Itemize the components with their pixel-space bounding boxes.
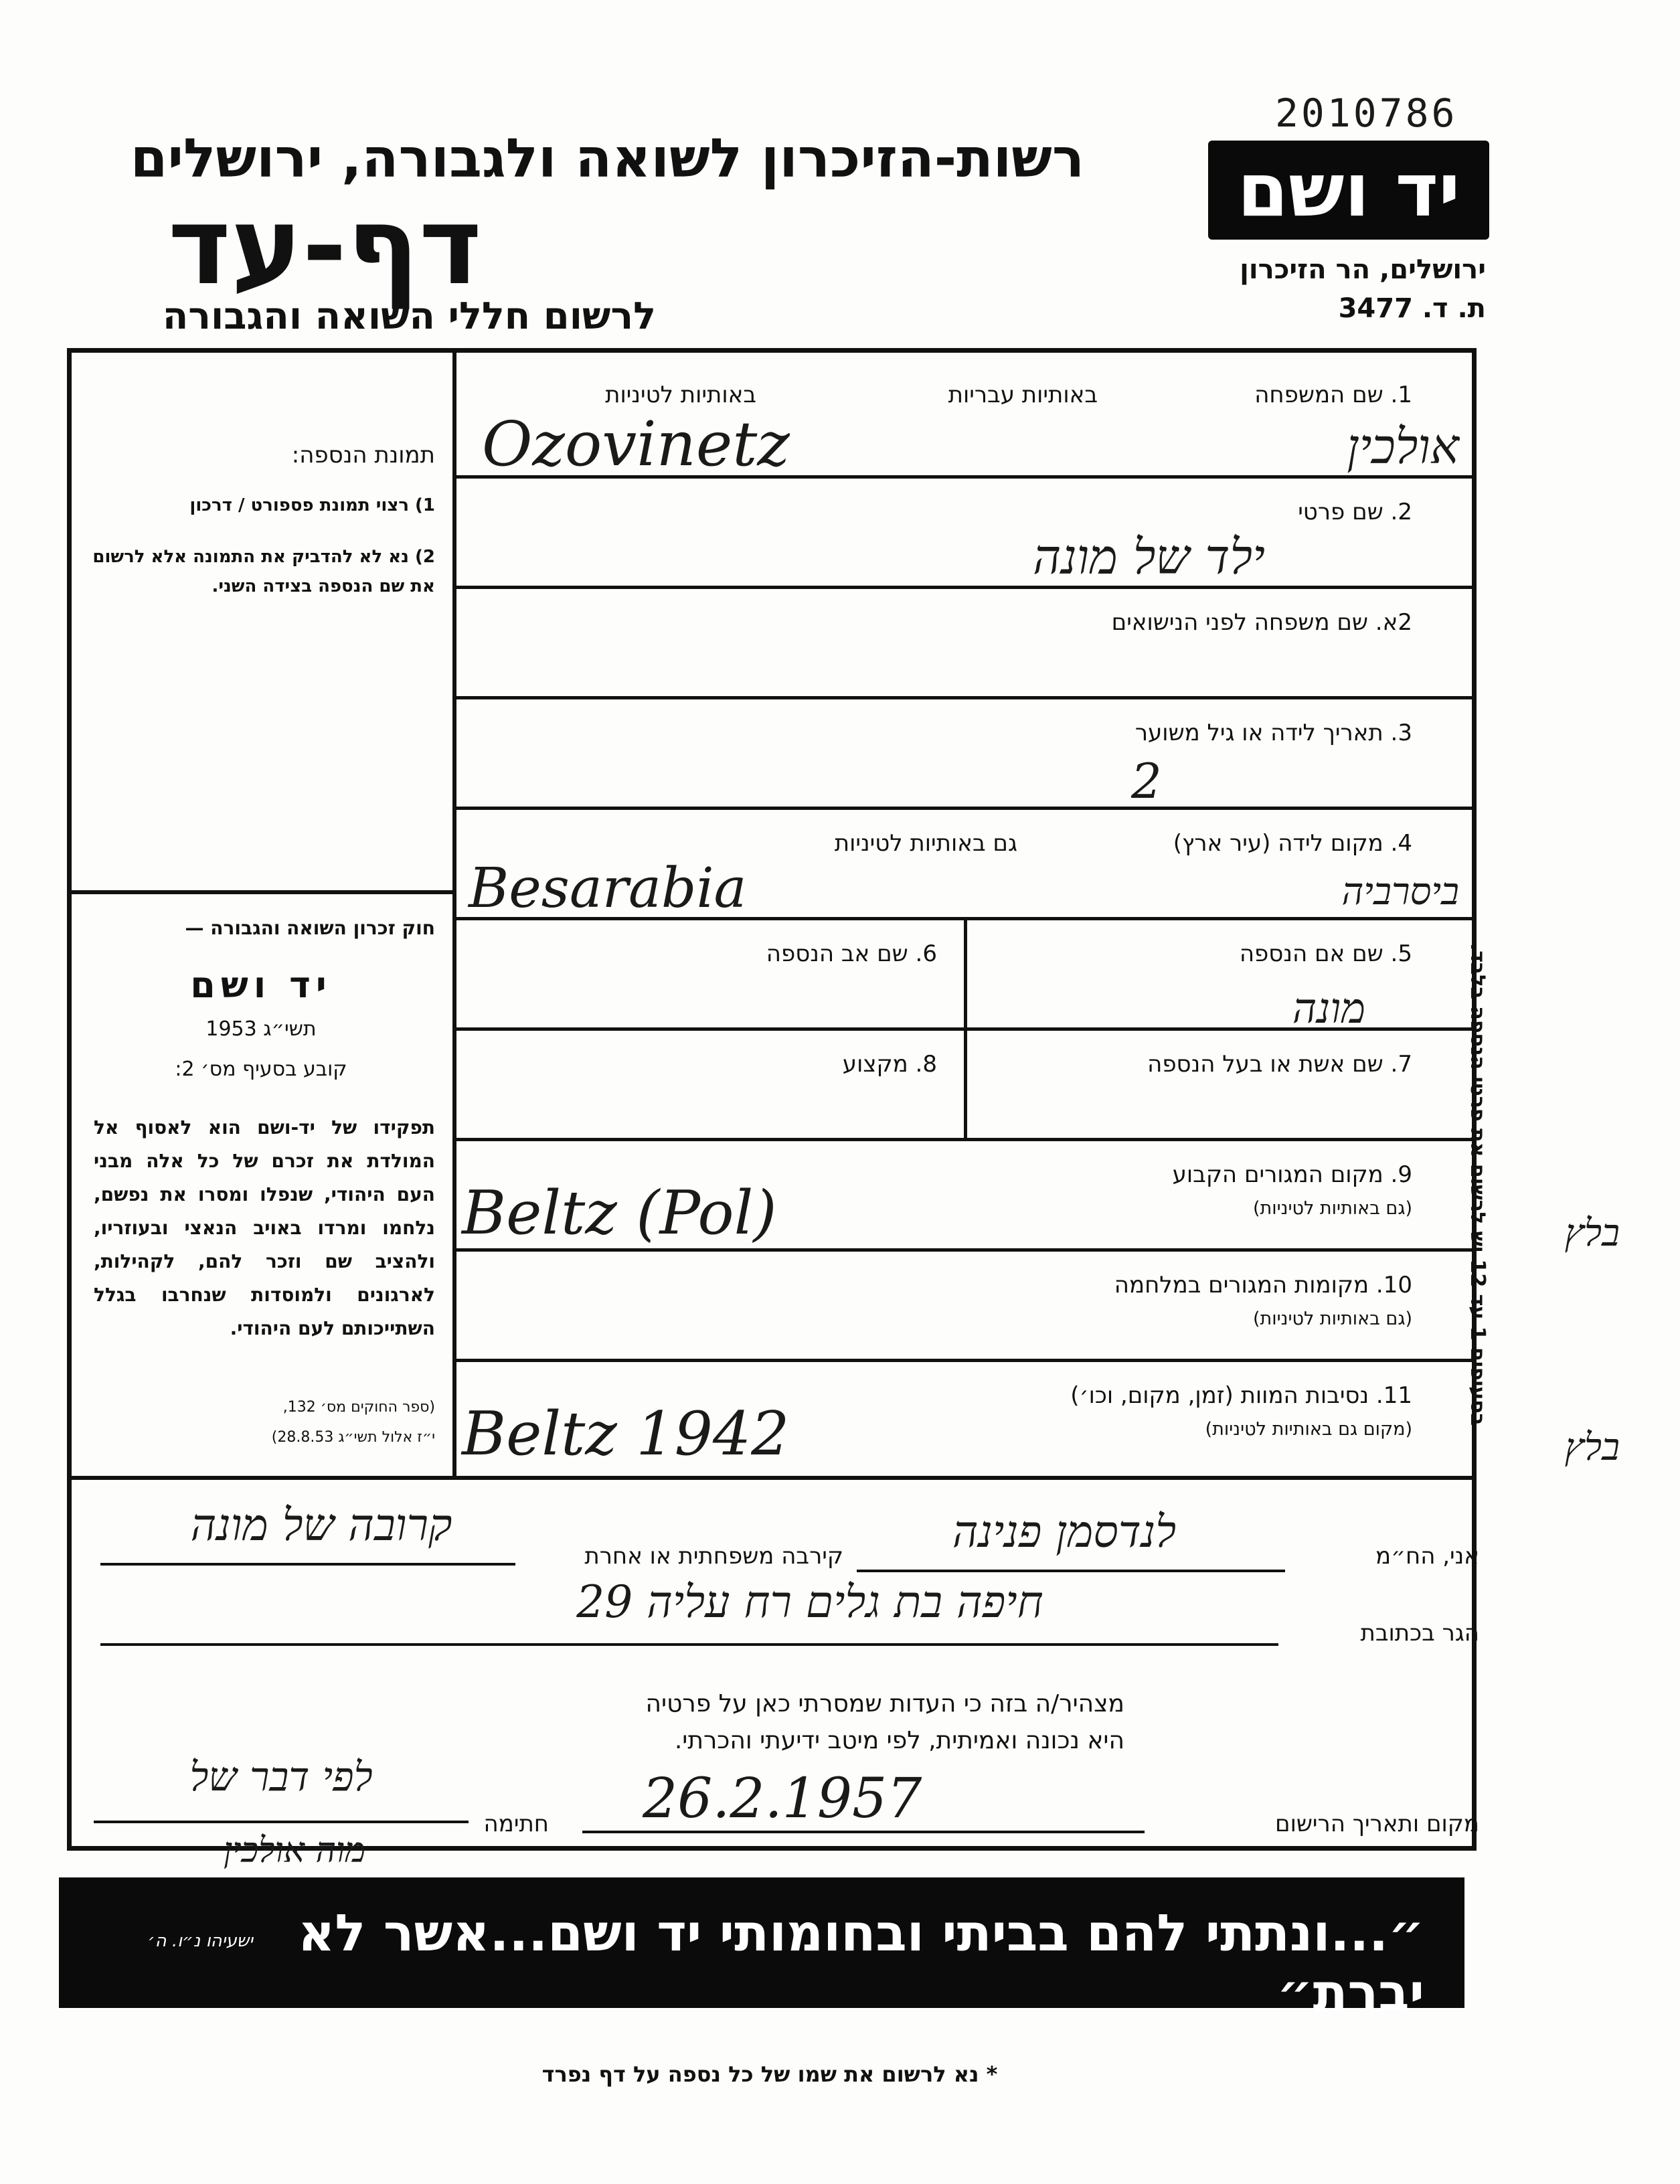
field-1-latin-col: באותיות לטיניות <box>605 382 756 408</box>
signature-value-2[interactable]: מוה אולכין <box>223 1831 366 1871</box>
field-11-sublabel: (מקום גם באותיות לטיניות) <box>1205 1419 1412 1440</box>
relation-value[interactable]: קרובה של מונה <box>190 1499 452 1551</box>
statement-line-1: מצהיר/ה בזה כי העדות שמסרתי כאן על פרטיה <box>645 1690 1124 1717</box>
place-date-label: מקום ותאריך הרישום <box>1275 1811 1479 1837</box>
field-6-label: 6. שם אב הנספה <box>766 940 937 967</box>
field-10-sublabel: (גם באותיות לטיניות) <box>1252 1309 1412 1329</box>
law-text: תפקידו של יד-ושם הוא לאסוף אל המולדת את זכרם של כל אלה מבני העם היהודי, שנפלו ומסרו את נפשם, נלחמו ומרדו באויב הנאצי ובעוזריו, ולהציב שם וזכר להם, לקהילות, לארגונים ולמוסדות שנחרבו בגלל השתייכותם לעם היהודי. <box>94 1116 435 1339</box>
field-2a-label: 2א. שם משפחה לפני הנישואים <box>1111 609 1412 636</box>
law-year: תשי״ג 1953 <box>205 1017 317 1041</box>
logo-text: יד ושם <box>1237 147 1460 233</box>
field-10-label: 10. מקומות המגורים במלחמה <box>1114 1272 1412 1298</box>
field-5-label: 5. שם אם הנספה <box>1239 940 1412 967</box>
footer-note: * נא לרשום את שמו של כל נספה על דף נפרד <box>541 2062 998 2087</box>
authority-name: רשות-הזיכרון לשואה ולגבורה, ירושלים <box>130 127 1084 189</box>
banner-quote: ״...ונתתי להם בביתי ובחומותי יד ושם...אשר לא יברת״ <box>298 1903 1424 2022</box>
field-9-value-hebrew[interactable]: בלץ <box>1564 1211 1620 1255</box>
field-4-latin-col: גם באותיות לטיניות <box>834 830 1017 857</box>
relation-label: קירבה משפחתית או אחרת <box>584 1543 843 1570</box>
banner-source: ישעיהו נ״ו. ה׳ <box>147 1931 253 1951</box>
yad-vashem-logo <box>1208 141 1489 240</box>
quote-banner <box>59 1877 1464 2022</box>
field-1-label: 1. שם המשפחה <box>1254 382 1412 408</box>
field-11-value-latin[interactable]: Beltz 1942 <box>462 1399 790 1469</box>
field-2-label: 2. שם פרטי <box>1298 499 1412 525</box>
law-source-2: י״ז אלול תשי״ג 28.8.53) <box>271 1429 435 1446</box>
field-9-value-latin[interactable]: Beltz (Pol) <box>462 1178 777 1248</box>
signature-value[interactable]: לפי דבר של <box>189 1754 373 1800</box>
field-11-value-hebrew[interactable]: בלץ <box>1564 1426 1620 1469</box>
law-clause: קובע בסעיף מס׳ 2: <box>175 1058 347 1081</box>
field-9-label: 9. מקום המגורים הקבוע <box>1172 1161 1412 1188</box>
declaration-name[interactable]: לנדסמן פנינה <box>952 1506 1177 1558</box>
law-source-1: (ספר החוקים מס׳ 132, <box>282 1399 435 1416</box>
field-3-value[interactable]: 2 <box>1131 753 1162 809</box>
registration-date[interactable]: 26.2.1957 <box>643 1767 922 1831</box>
field-5-value[interactable]: מונה <box>1292 984 1365 1033</box>
field-1-hebrew-col: באותיות עבריות <box>948 382 1098 408</box>
declaration-i-label: אני, הח״מ <box>1375 1543 1479 1570</box>
field-8-label: 8. מקצוע <box>842 1051 937 1078</box>
field-1-value-latin[interactable]: Ozovinetz <box>482 408 790 480</box>
field-4-value-latin[interactable]: Besarabia <box>469 857 747 920</box>
law-heading: חוק זכרון השואה והגבורה — <box>185 917 435 939</box>
statement-line-2: היא נכונה ואמיתית, לפי מיטב ידיעתי והכרתי. <box>674 1727 1124 1754</box>
document-number: 2010786 <box>1275 90 1458 136</box>
law-name: יד ושם <box>190 964 332 1006</box>
page-title: דף-עד <box>167 183 482 309</box>
signature-label: חתימה <box>483 1811 549 1837</box>
photo-note-1: 1) רצוי תמונת פספורט / דרכון <box>189 495 435 515</box>
field-7-label: 7. שם אשת או בעל הנספה <box>1147 1051 1412 1078</box>
field-11-label: 11. נסיבות המוות (זמן, מקום, וכו׳) <box>1070 1382 1412 1409</box>
address-line2: ת. ד. 3477 <box>1338 293 1486 324</box>
photo-note-2: 2) נא לא להדביק את התמונה אלא לרשום את שם הנספה בצידה השני. <box>92 547 435 596</box>
field-4-label: 4. מקום לידה (עיר ארץ) <box>1173 830 1412 857</box>
page-subtitle: לרשום חללי השואה והגבורה <box>162 295 656 338</box>
field-3-label: 3. תאריך לידה או גיל משוער <box>1135 720 1412 746</box>
field-9-sublabel: (גם באותיות לטיניות) <box>1252 1198 1412 1219</box>
field-1-value-hebrew[interactable]: אולכין <box>1347 418 1459 475</box>
address-label: הגר בכתובת <box>1360 1620 1479 1647</box>
photo-box-title: תמונת הנספה: <box>291 442 435 469</box>
address-line1: ירושלים, הר הזיכרון <box>1240 254 1486 285</box>
field-4-value-hebrew[interactable]: ביסרביה <box>1341 870 1459 914</box>
side-note: בסעיפים 1 עד 12 יש לרשום את פרטי הנספה בלבד. <box>1466 943 1489 1426</box>
field-2-value[interactable]: ילד של מונה <box>1033 529 1265 585</box>
address-value[interactable]: חיפה בת גלים רח עליה 29 <box>576 1576 1043 1628</box>
